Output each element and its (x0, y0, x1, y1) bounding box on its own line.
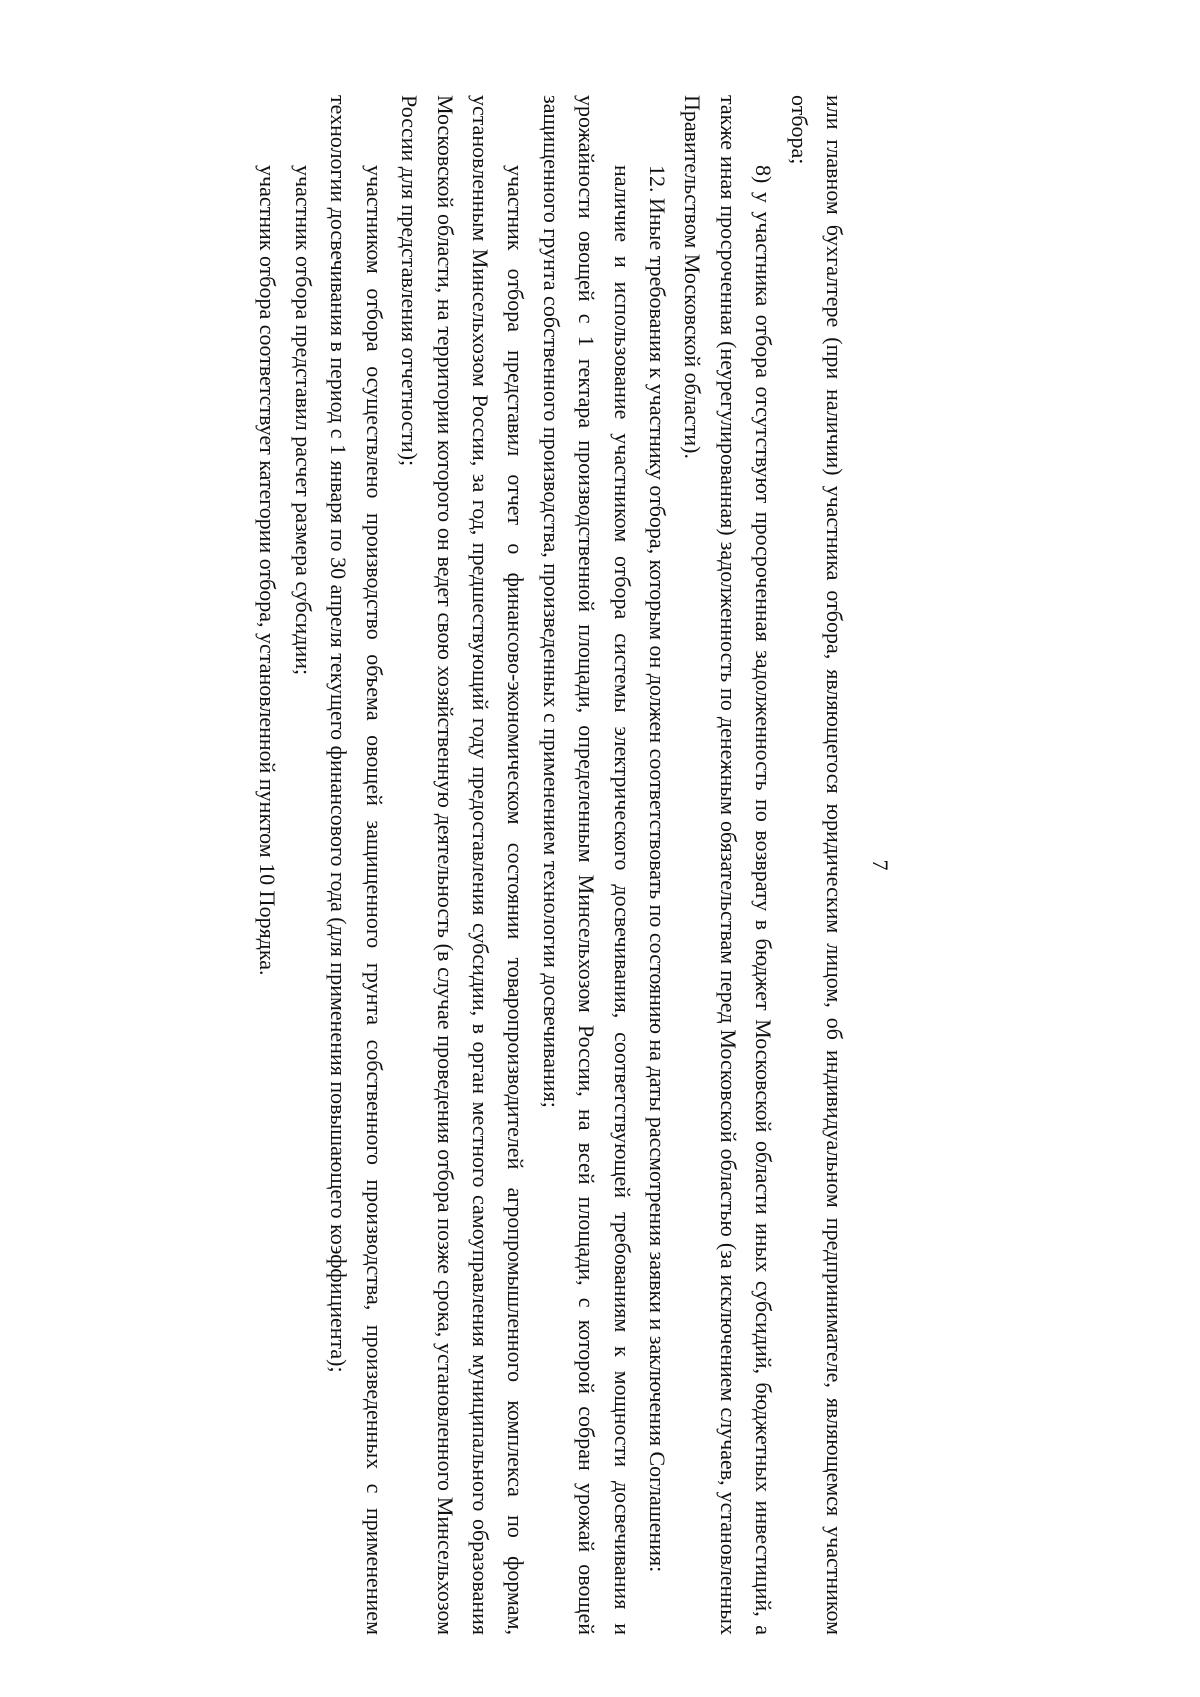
paragraph-requirement-lighting: наличие и использование участником отбора системы электрического досвечивания, соответствующей требованиям к мощности досвечивания и урожайности овощей с 1 гектара производственной площади, определенным Минсельхозом России, на всей площади, с которой собран урожай овощей защищенного грунта собственного производства, произведенных с применением технологии досвечивания; (538, 95, 635, 1635)
paragraph-requirement-calculation: участник отбора представил расчет размера субсидии; (290, 165, 316, 676)
paragraph-item-8: 8) у участника отбора отсутствуют просроченная задолженность по возврату в бюджет Московской области иных субсидий, бюджетных инвестиций, а также иная просроченная (неурегулированная) задолженность по денежным обязательствам перед Московской областью (за исключением случаев, установленных Правительством Московской области). (680, 95, 777, 1635)
body-text (250, 95, 852, 1635)
paragraph-continuation: или главном бухгалтере (при наличии) участника отбора, являющегося юридическим лицом, об индивидуальном предпринимателе, являющемся участником отбора; (786, 95, 847, 1635)
paragraph-requirement-production: участником отбора осуществлено производство объема овощей защищенного грунта собственного производства, произведенных с применением технологии досвечивания в период с 1 января по 30 апреля текущего финансового года (для применения повышающего коэффициента); (326, 95, 387, 1635)
paragraph-requirement-category: участник отбора соответствует категории отбора, установленной пунктом 10 Порядка. (255, 165, 281, 976)
paragraph-requirement-report: участник отбора представил отчет о финансово-экономическом состоянии товаропроизводителей агропромышленного комплекса по формам, установленным Минсельхозом России, за год, предшествующий году предоставления субсидии, в орган местного самоуправления муниципального образования Московской области, на территории которого он ведет свою хозяйственную деятельность (в случае проведения отбора позже срока, установленного Минсельхозом России для представления отчетности); (397, 95, 529, 1635)
paragraph-item-12: 12. Иные требования к участнику отбора, которым он должен соответствовать по состоянию на даты рассмотрения заявки и заключения Соглашения: (644, 165, 670, 1573)
rotated-text-block (170, 95, 893, 1635)
page-number: 7 (868, 859, 893, 871)
